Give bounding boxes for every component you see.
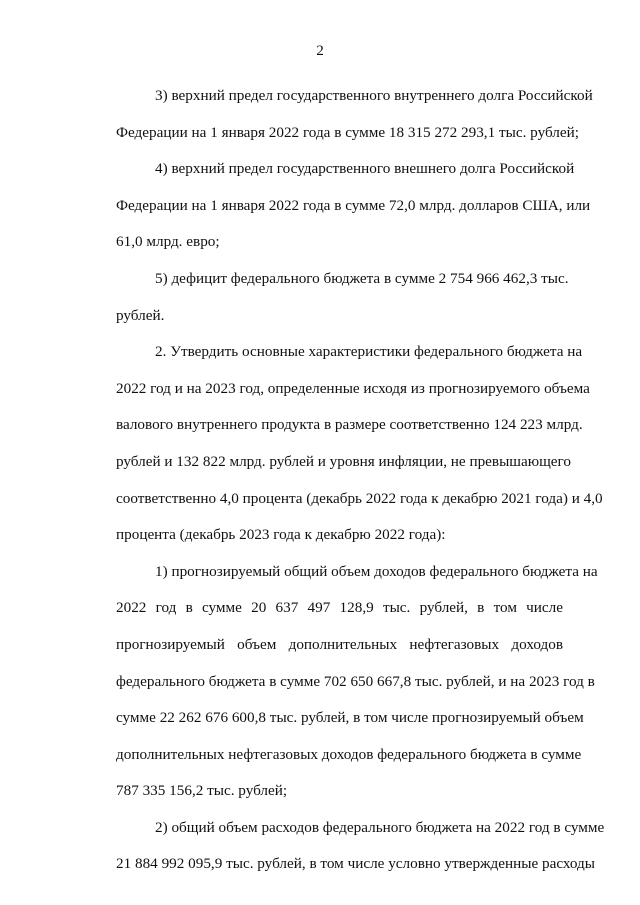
text-line: 2022 год в сумме 20 637 497 128,9 тыс. рублей, в том числе xyxy=(116,599,563,617)
text-line: 787 335 156,2 тыс. рублей; xyxy=(116,782,288,800)
paragraph xyxy=(77,810,605,883)
text-line: 21 884 992 095,9 тыс. рублей, в том числе условно утвержденные расходы xyxy=(116,855,595,873)
text-line: 61,0 млрд. евро; xyxy=(116,233,220,251)
page-number: 2 xyxy=(316,42,324,59)
text-line: 5) дефицит федерального бюджета в сумме 2 754 966 462,3 тыс. xyxy=(155,269,569,287)
text-line: рублей и 132 822 млрд. рублей и уровня инфляции, не превышающего xyxy=(116,452,571,470)
text-line: федерального бюджета в сумме 702 650 667,8 тыс. рублей, и на 2023 год в xyxy=(116,672,595,690)
paragraph xyxy=(77,554,598,810)
document-body xyxy=(77,78,605,883)
text-line: рублей. xyxy=(116,306,165,324)
paragraph xyxy=(77,261,569,334)
text-line: 2022 год и на 2023 год, определенные исходя из прогнозируемого объема xyxy=(116,379,590,397)
text-line: валового внутреннего продукта в размере соответственно 124 223 млрд. xyxy=(116,416,583,434)
paragraph xyxy=(77,151,591,261)
paragraph xyxy=(77,334,603,554)
text-line: Федерации на 1 января 2022 года в сумме 18 315 272 293,1 тыс. рублей; xyxy=(116,123,579,141)
text-line: сумме 22 262 676 600,8 тыс. рублей, в том числе прогнозируемый объем xyxy=(116,709,584,727)
paragraph xyxy=(77,78,593,151)
text-line: Федерации на 1 января 2022 года в сумме 72,0 млрд. долларов США, или xyxy=(116,196,591,214)
text-line: соответственно 4,0 процента (декабрь 2022 года к декабрю 2021 года) и 4,0 xyxy=(116,489,603,507)
text-line: 3) верхний предел государственного внутреннего долга Российской xyxy=(155,87,593,104)
text-line: процента (декабрь 2023 года к декабрю 2022 года): xyxy=(116,526,446,544)
text-line: 4) верхний предел государственного внешнего долга Российской xyxy=(155,160,575,178)
text-line: прогнозируемый объем дополнительных нефтегазовых доходов xyxy=(116,635,563,653)
text-line: 2. Утвердить основные характеристики федерального бюджета на xyxy=(155,343,583,361)
text-line: дополнительных нефтегазовых доходов федерального бюджета в сумме xyxy=(116,745,582,763)
text-line: 1) прогнозируемый общий объем доходов федерального бюджета на xyxy=(155,562,598,580)
text-line: 2) общий объем расходов федерального бюджета на 2022 год в сумме xyxy=(155,818,605,836)
